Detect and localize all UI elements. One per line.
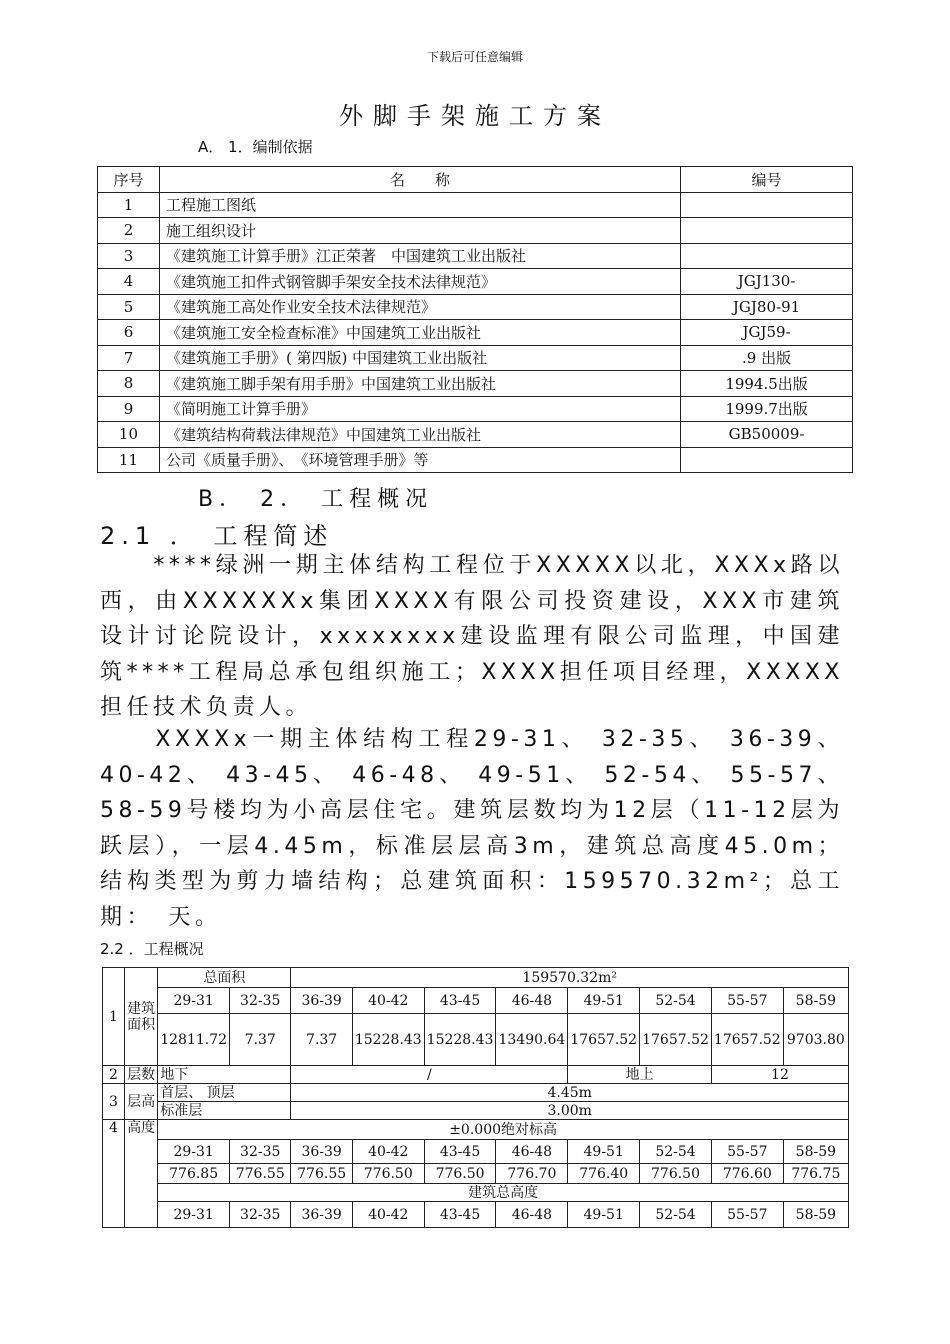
building-no-cell: 58-59 [783, 988, 848, 1014]
building-area-cell: 15228.43 [352, 1014, 424, 1066]
building-area-cell: 13490.64 [496, 1014, 568, 1066]
elevation-cell: 776.50 [352, 1164, 424, 1184]
building-area-cell: 9703.80 [783, 1014, 848, 1066]
basis-name-cell: 《建筑施工手册》( 第四版) 中国建筑工业出版社 [159, 345, 680, 371]
basis-name-cell: 《建筑施工安全检查标准》中国建筑工业出版社 [159, 320, 680, 346]
basis-no-cell: 8 [98, 371, 160, 397]
basis-no-cell: 2 [98, 218, 160, 244]
basis-no-cell: 4 [98, 269, 160, 295]
section-2-1-heading: 2.1 ． 工程简述 [100, 522, 334, 550]
building-no-cell: 32-35 [230, 1140, 291, 1164]
elevation-cell: 776.60 [711, 1164, 783, 1184]
basis-code-cell [681, 192, 853, 218]
building-no-cell: 32-35 [230, 1202, 291, 1228]
basis-row [98, 218, 853, 244]
row2-label: 层数 [124, 1066, 157, 1084]
row1-no: 1 [103, 968, 125, 1066]
basis-no-cell: 1 [98, 192, 160, 218]
row4-label: 高度 [124, 1120, 157, 1228]
building-no-cell: 55-57 [711, 988, 783, 1014]
basis-no-cell: 11 [98, 447, 160, 473]
building-area-cell: 15228.43 [424, 1014, 496, 1066]
basis-name-cell: 施工组织设计 [159, 218, 680, 244]
above-ground-value: 12 [711, 1066, 848, 1084]
basis-code-cell [681, 447, 853, 473]
building-no-cell: 40-42 [352, 1140, 424, 1164]
building-no-cell: 49-51 [568, 1140, 640, 1164]
overview-table [102, 967, 849, 1228]
building-no-cell: 43-45 [424, 1202, 496, 1228]
basis-row [98, 320, 853, 346]
building-no-cell: 52-54 [640, 1140, 712, 1164]
basis-no-cell: 9 [98, 396, 160, 422]
basis-header-row [98, 167, 853, 193]
building-no-cell: 40-42 [352, 1202, 424, 1228]
building-area-cell: 17657.52 [640, 1014, 712, 1066]
basis-code-cell: 1994.5出版 [681, 371, 853, 397]
basis-name-cell: 《建筑施工高处作业安全技术法律规范》 [159, 294, 680, 320]
building-no-cell: 55-57 [711, 1202, 783, 1228]
std-floor-label: 标准层 [158, 1102, 291, 1120]
col-header-name: 名 称 [159, 167, 680, 193]
basis-no-cell: 5 [98, 294, 160, 320]
building-no-cell: 29-31 [158, 1202, 230, 1228]
building-no-cell: 43-45 [424, 1140, 496, 1164]
building-no-cell: 52-54 [640, 988, 712, 1014]
basis-row [98, 345, 853, 371]
building-area-cell: 12811.72 [158, 1014, 230, 1066]
basis-no-cell: 6 [98, 320, 160, 346]
row4-no: 4 [103, 1120, 125, 1228]
underground-label: 地下 [158, 1066, 291, 1084]
paragraph-2-text: XXXXx一期主体结构工程29-31、 32-35、 36-39、 40-42、 43-45、 46-48、 49-51、 52-54、 55-57、 58-59号楼均为小高层住宅。建筑层数均为12层（11-12层为跃层），一层4.45m，标准层层高3m，建筑总高度45.0m；结构类型为剪力墙结构；总建筑面积：159570.32m²；总工期： 天。 [100, 727, 844, 930]
col-header-code: 编号 [681, 167, 853, 193]
building-area-cell: 17657.52 [711, 1014, 783, 1066]
basis-row [98, 243, 853, 269]
section-b-heading: B． 2． 工程概况 [198, 487, 434, 512]
basis-code-cell: JGJ80-91 [681, 294, 853, 320]
basis-name-cell: 《建筑施工计算手册》江正荣著 中国建筑工业出版社 [159, 243, 680, 269]
basis-name-cell: 《建筑结构荷载法律规范》中国建筑工业出版社 [159, 422, 680, 448]
building-area-cell: 7.37 [230, 1014, 291, 1066]
total-area-value: 159570.32m² [291, 968, 849, 988]
building-no-cell: 36-39 [291, 1140, 352, 1164]
total-height-label: 建筑总高度 [158, 1184, 849, 1202]
building-no-cell: 32-35 [230, 988, 291, 1014]
header-note: 下载后可任意编辑 [426, 50, 523, 64]
page-title: 外脚手架施工方案 [339, 102, 611, 130]
basis-row [98, 269, 853, 295]
building-no-cell: 36-39 [291, 988, 352, 1014]
elevation-cell: 776.40 [568, 1164, 640, 1184]
elevation-cell: 776.55 [230, 1164, 291, 1184]
basis-row [98, 422, 853, 448]
basis-name-cell: 《建筑施工脚手架有用手册》中国建筑工业出版社 [159, 371, 680, 397]
basis-no-cell: 7 [98, 345, 160, 371]
building-no-cell: 46-48 [496, 988, 568, 1014]
basis-no-cell: 3 [98, 243, 160, 269]
building-no-cell: 36-39 [291, 1202, 352, 1228]
building-no-cell: 49-51 [568, 1202, 640, 1228]
basis-code-cell: 1999.7出版 [681, 396, 853, 422]
building-no-cell: 58-59 [783, 1202, 848, 1228]
basis-row [98, 371, 853, 397]
elevation-cell: 776.50 [640, 1164, 712, 1184]
basis-code-cell [681, 218, 853, 244]
section-a-heading: A． 1．编制依据 [198, 138, 313, 156]
building-no-cell: 29-31 [158, 988, 230, 1014]
col-header-no: 序号 [98, 167, 160, 193]
elevation-cell: 776.50 [424, 1164, 496, 1184]
overview-paragraph-1 [100, 548, 844, 726]
basis-name-cell: 《建筑施工扣件式钢管脚手架安全技术法律规范》 [159, 269, 680, 295]
first-floor-value: 4.45m [291, 1084, 849, 1102]
row3-label: 层高 [124, 1084, 157, 1120]
elevation-cell: 776.75 [783, 1164, 848, 1184]
basis-no-cell: 10 [98, 422, 160, 448]
building-no-cell: 52-54 [640, 1202, 712, 1228]
elevation-label: ±0.000绝对标高 [158, 1120, 849, 1140]
basis-name-cell: 公司《质量手册》、 《环境管理手册》等 [159, 447, 680, 473]
basis-code-cell: GB50009- [681, 422, 853, 448]
basis-row [98, 294, 853, 320]
building-no-cell: 49-51 [568, 988, 640, 1014]
basis-row [98, 396, 853, 422]
building-no-cell: 55-57 [711, 1140, 783, 1164]
basis-code-cell: JGJ59- [681, 320, 853, 346]
building-area-cell: 17657.52 [568, 1014, 640, 1066]
building-no-cell: 46-48 [496, 1202, 568, 1228]
building-no-cell: 43-45 [424, 988, 496, 1014]
underground-value: / [291, 1066, 568, 1084]
building-area-cell: 7.37 [291, 1014, 352, 1066]
above-ground-label: 地上 [568, 1066, 712, 1084]
paragraph-1-text: ****绿洲一期主体结构工程位于XXXXX以北，XXXx路以西，由XXXXXXx集团XXXX有限公司投资建设，XXX市建筑设计讨论院设计，xxxxxxxx建设监理有限公司监理，中国建筑****工程局总承包组织施工；XXXX担任项目经理，XXXXX担任技术负责人。 [100, 553, 844, 720]
section-2-2-heading: 2.2 ．工程概况 [100, 940, 204, 958]
elevation-cell: 776.85 [158, 1164, 230, 1184]
building-no-cell: 40-42 [352, 988, 424, 1014]
basis-code-cell: JGJ130- [681, 269, 853, 295]
row3-no: 3 [103, 1084, 125, 1120]
basis-code-cell: .9 出版 [681, 345, 853, 371]
elevation-cell: 776.70 [496, 1164, 568, 1184]
basis-row [98, 447, 853, 473]
row2-no: 2 [103, 1066, 125, 1084]
total-area-label: 总面积 [158, 968, 291, 988]
basis-row [98, 192, 853, 218]
building-no-cell: 29-31 [158, 1140, 230, 1164]
building-no-cell: 46-48 [496, 1140, 568, 1164]
basis-name-cell: 工程施工图纸 [159, 192, 680, 218]
basis-name-cell: 《简明施工计算手册》 [159, 396, 680, 422]
basis-code-cell [681, 243, 853, 269]
basis-table [97, 166, 853, 473]
building-no-cell: 58-59 [783, 1140, 848, 1164]
first-floor-label: 首层、 顶层 [158, 1084, 291, 1102]
std-floor-value: 3.00m [291, 1102, 849, 1120]
overview-paragraph-2 [100, 722, 844, 935]
elevation-cell: 776.55 [291, 1164, 352, 1184]
row1-label: 建筑面积 [124, 968, 157, 1066]
